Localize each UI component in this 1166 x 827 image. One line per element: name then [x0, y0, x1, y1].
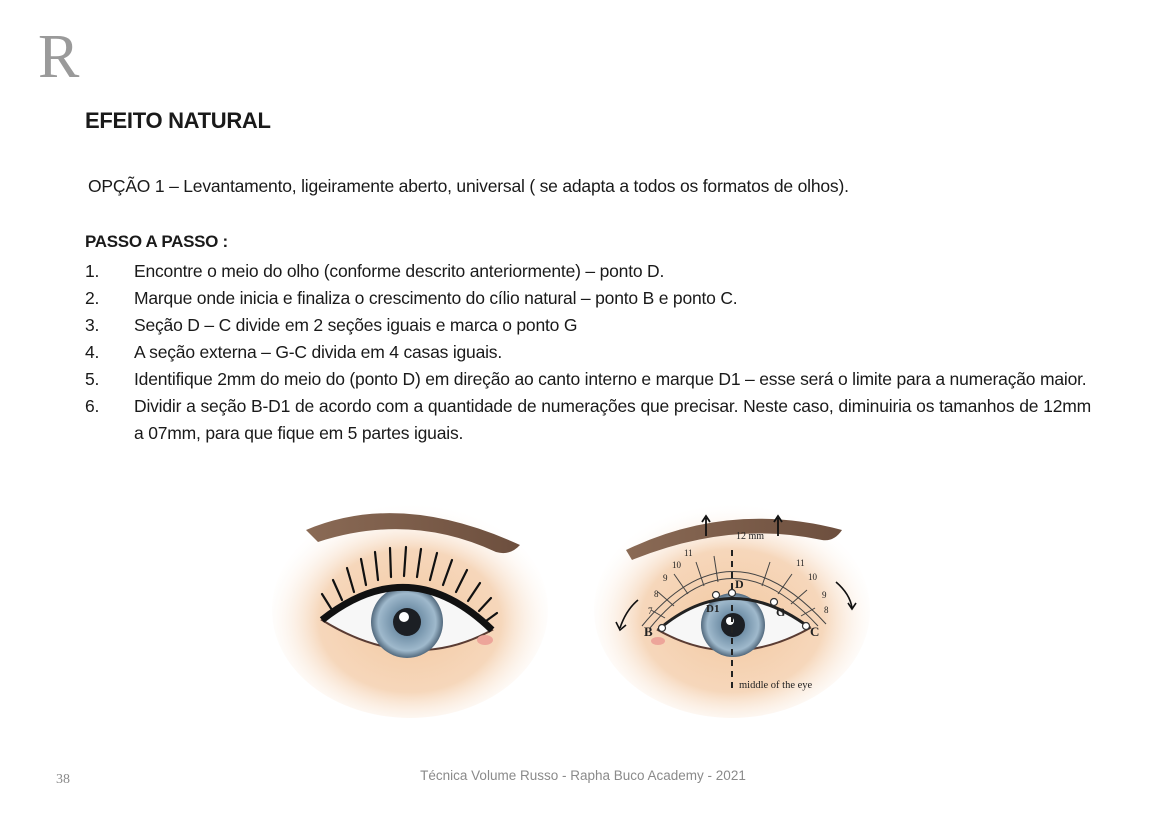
step-number: 2. [85, 288, 100, 308]
brand-logo: R [38, 23, 78, 91]
step-item [85, 339, 1091, 366]
point-c-marker [803, 623, 810, 630]
lash-length-label: 8 [654, 589, 659, 599]
step-number: 5. [85, 369, 100, 389]
step-text: Seção D – C divide em 2 seções iguais e marca o ponto G [134, 315, 578, 335]
lash-length-label: 7 [648, 606, 653, 616]
lash-length-label: 11 [796, 558, 805, 568]
step-number: 6. [85, 396, 100, 416]
step-text: Encontre o meio do olho (conforme descrito anteriormente) – ponto D. [134, 261, 665, 281]
natural-eye-illustration [272, 502, 548, 718]
footer-text: Técnica Volume Russo - Rapha Buco Academy - 2021 [420, 768, 746, 783]
point-b-label: B [644, 624, 653, 639]
lash-length-label: 9 [663, 573, 668, 583]
point-c-label: C [810, 624, 820, 639]
lash-length-label: 9 [822, 590, 827, 600]
point-d-label: D [735, 577, 744, 591]
measure-label: 12 mm [736, 531, 765, 542]
step-item [85, 312, 1091, 339]
lash-length-label: 10 [808, 572, 817, 582]
middle-of-eye-caption: middle of the eye [739, 680, 813, 691]
step-text: A seção externa – G-C divida em 4 casas iguais. [134, 342, 503, 362]
step-item [85, 366, 1091, 393]
step-number: 4. [85, 342, 100, 362]
point-g-label: G [776, 605, 786, 619]
step-text: Dividir a seção B-D1 de acordo com a quantidade de numerações que precisar. Neste caso, diminuiria os tamanhos de 12mm a 07mm, para que fique em 5 partes iguais. [134, 396, 1091, 443]
lash-map-diagram [594, 502, 870, 718]
page-title: EFEITO NATURAL [85, 108, 271, 133]
step-text: Identifique 2mm do meio do (ponto D) em direção ao canto interno e marque D1 – esse será o limite para a numeração maior. [134, 369, 1087, 389]
step-item [85, 285, 1091, 312]
step-text: Marque onde inicia e finaliza o crescimento do cílio natural – ponto B e ponto C. [134, 288, 738, 308]
point-d1-label: D1 [706, 603, 720, 615]
lash-length-label: 10 [672, 560, 681, 570]
steps-heading: PASSO A PASSO : [85, 232, 228, 251]
eyes-illustration [270, 490, 880, 720]
step-number: 1. [85, 261, 100, 281]
lash-length-label: 8 [824, 605, 829, 615]
step-item [85, 393, 1091, 447]
steps-list [85, 258, 1091, 463]
lash-length-label: 11 [684, 548, 693, 558]
step-number: 3. [85, 315, 100, 335]
point-d1-marker [713, 592, 720, 599]
option-description: OPÇÃO 1 – Levantamento, ligeiramente aberto, universal ( se adapta a todos os formatos de olhos). [88, 176, 849, 196]
step-item [85, 258, 1091, 285]
page-number: 38 [56, 772, 70, 787]
point-b-marker [659, 625, 666, 632]
